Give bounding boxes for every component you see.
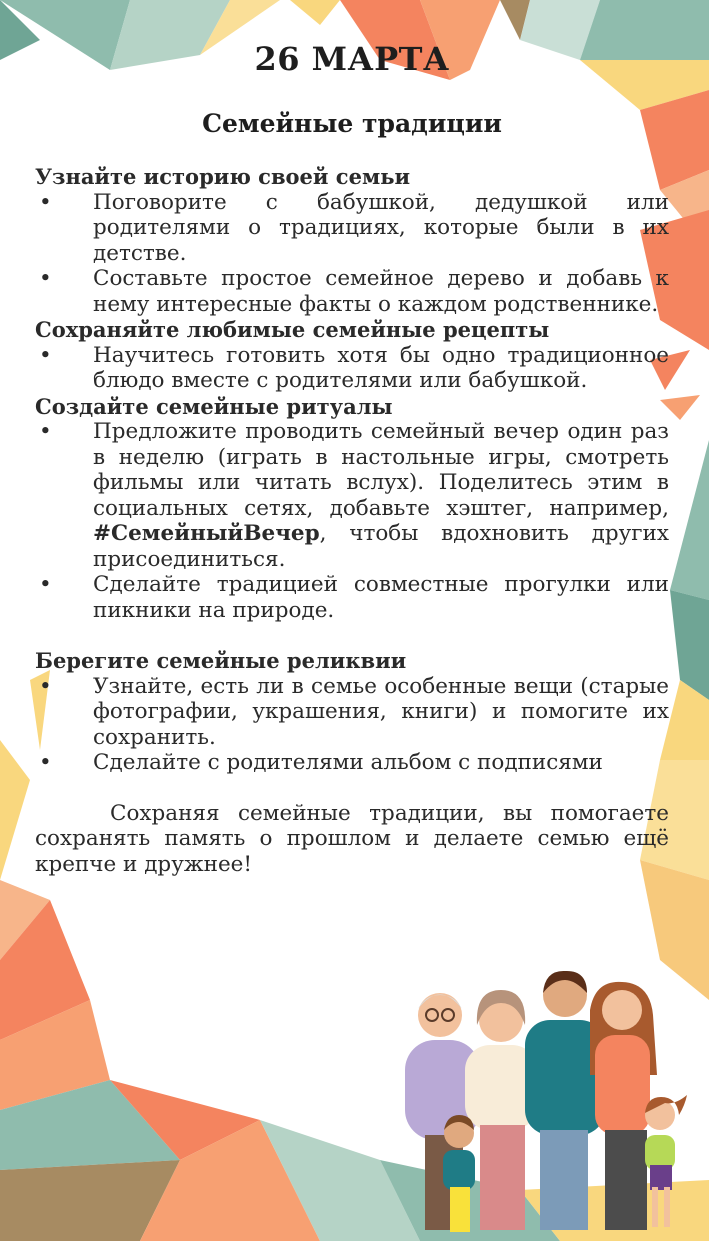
list-item-text: Сделайте с родителями альбом с подписями <box>93 750 603 775</box>
page-title: Семейные традиции <box>202 109 502 138</box>
list-item <box>35 674 669 751</box>
list-item <box>35 266 669 317</box>
section-heading: Узнайте историю своей семьи <box>35 164 411 189</box>
section-heading: Берегите семейные реликвии <box>35 648 407 673</box>
list-item <box>35 750 669 776</box>
list-item-text: , чтобы вдохновить других присоединиться. <box>93 521 669 572</box>
bullet: • <box>39 673 52 699</box>
list-item <box>35 343 669 394</box>
bg-shape <box>290 0 340 25</box>
spacer <box>35 623 669 648</box>
list-item <box>35 419 669 572</box>
list-item-text: Узнайте, есть ли в семье особенные вещи (старые фотографии, украшения, книги) и помогите их сохранить. <box>93 673 669 750</box>
bullet: • <box>39 266 52 291</box>
closing-paragraph: Сохраняя семейные традиции, вы помогаете сохранять память о прошлом и делаете семью ещё крепче и дружнее! <box>35 800 669 877</box>
list-item <box>35 572 669 623</box>
bg-shape <box>0 740 30 880</box>
list-item-text: Предложите проводить семейный вечер один раз в неделю (играть в настольные игры, смотреть фильмы или читать вслух). Поделитесь этим в социальных сетях, добавьте хэштег, например, <box>93 419 669 521</box>
bullet: • <box>39 419 52 444</box>
family-illustration <box>395 965 709 1241</box>
bullet: • <box>39 572 52 597</box>
bullet: • <box>39 342 52 368</box>
bg-shape <box>670 440 709 600</box>
list-item-text: Сделайте традицией совместные прогулки или пикники на природе. <box>93 572 669 623</box>
list-item <box>35 190 669 267</box>
section-heading: Создайте семейные ритуалы <box>35 393 393 419</box>
list-item-text: Составьте простое семейное дерево и добавь к нему интересные факты о каждом родственнике. <box>93 266 669 317</box>
bg-shape <box>670 590 709 700</box>
list-item-text: Поговорите с бабушкой, дедушкой или родителями о традициях, которые были в их детстве. <box>93 189 669 266</box>
list-item-text: Научитесь готовить хотя бы одно традиционное блюдо вместе с родителями или бабушкой. <box>93 342 669 393</box>
bullet: • <box>39 750 52 775</box>
bullet: • <box>39 189 52 215</box>
page-date: 26 МАРТА <box>254 40 450 78</box>
hashtag: #СемейныйВечер <box>93 521 320 546</box>
article-body <box>35 164 669 877</box>
girl-figure <box>645 1095 687 1227</box>
section-heading: Сохраняйте любимые семейные рецепты <box>35 317 550 342</box>
